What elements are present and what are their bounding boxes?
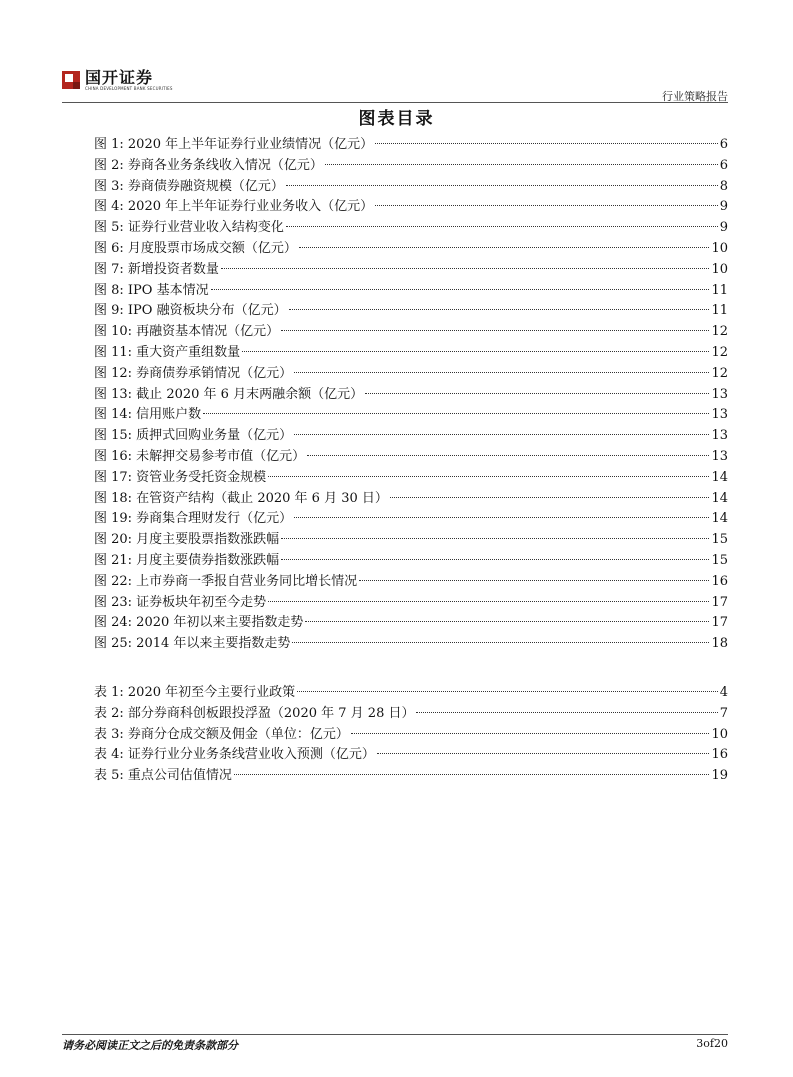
page-number: 3of20 [696, 1037, 728, 1050]
page-header [62, 70, 728, 104]
toc-entry-label[interactable]: 图 1: 2020 年上半年证券行业业绩情况（亿元） [94, 137, 374, 152]
toc-entry[interactable] [94, 301, 728, 322]
toc-entry-page[interactable]: 11 [711, 282, 728, 298]
toc-leader-dots [268, 601, 709, 602]
toc-leader-dots [292, 642, 709, 643]
logo-name-cn: 国开证券 [85, 68, 154, 87]
header-divider [62, 102, 728, 103]
toc-entry-label[interactable]: 图 8: IPO 基本情况 [94, 282, 209, 298]
toc-leader-dots [375, 143, 718, 144]
toc-entry-label[interactable]: 图 5: 证券行业营业收入结构变化 [94, 220, 284, 236]
toc-leader-dots [286, 185, 718, 186]
toc-entry-page[interactable]: 10 [711, 726, 728, 742]
toc-leader-dots [305, 621, 709, 622]
toc-entry-page[interactable]: 12 [711, 344, 728, 360]
toc-leader-dots [234, 774, 710, 775]
toc-entry[interactable] [94, 725, 728, 746]
toc-entry-label[interactable]: 图 3: 券商债券融资规模（亿元） [94, 178, 284, 194]
toc-entry-label[interactable]: 图 21: 月度主要债券指数涨跌幅 [94, 552, 280, 568]
toc-leader-dots [297, 691, 718, 692]
toc-entry-page[interactable]: 4 [719, 685, 728, 700]
toc-entry-page[interactable]: 9 [719, 199, 728, 215]
toc-entry[interactable] [94, 364, 728, 385]
toc-entry-page[interactable]: 9 [719, 220, 728, 236]
toc-entry-page[interactable]: 14 [711, 511, 728, 527]
logo-name-en: CHINA DEVELOPMENT BANK SECURITIES [85, 86, 173, 91]
toc-entry-page[interactable]: 12 [711, 324, 728, 340]
toc-leader-dots [268, 476, 709, 477]
toc-entry-page[interactable]: 10 [711, 261, 728, 277]
toc-entry-page[interactable]: 13 [711, 407, 728, 423]
footer-divider [62, 1034, 728, 1035]
toc-entry-label[interactable]: 图 11: 重大资产重组数量 [94, 344, 241, 360]
toc-entry-page[interactable]: 13 [711, 386, 728, 402]
toc-entry[interactable] [94, 177, 728, 198]
toc-leader-dots [351, 733, 710, 734]
toc-entry-label[interactable]: 图 7: 新增投资者数量 [94, 261, 219, 277]
toc-entry-page[interactable]: 14 [711, 469, 728, 485]
toc-entry-page[interactable]: 11 [711, 303, 728, 319]
toc-entry[interactable] [94, 447, 728, 468]
toc-leader-dots [221, 268, 710, 269]
toc-entry-label[interactable]: 图 14: 信用账户数 [94, 407, 202, 423]
toc-entry-label[interactable]: 图 22: 上市券商一季报自营业务同比增长情况 [94, 573, 358, 589]
report-type: 行业策略报告 [662, 90, 728, 103]
toc-entry[interactable] [94, 745, 728, 766]
toc-entry[interactable] [94, 489, 728, 510]
toc-entry-label[interactable]: 表 4: 证券行业分业务条线营业收入预测（亿元） [94, 747, 375, 763]
toc-entry-page[interactable]: 13 [711, 428, 728, 444]
toc-entry[interactable] [94, 197, 728, 218]
toc-leader-dots [390, 497, 710, 498]
toc-entry-page[interactable]: 6 [719, 157, 728, 173]
toc-leader-dots [281, 330, 709, 331]
toc-entry-label[interactable]: 图 25: 2014 年以来主要指数走势 [94, 636, 291, 652]
toc-entry-page[interactable]: 15 [711, 552, 728, 568]
toc-entry-label[interactable]: 表 3: 券商分仓成交额及佣金（单位：亿元） [94, 726, 349, 742]
toc-entry[interactable] [94, 766, 728, 787]
toc-entry-label[interactable]: 图 4: 2020 年上半年证券行业业务收入（亿元） [94, 199, 374, 215]
toc-entry-page[interactable]: 12 [711, 365, 728, 381]
toc-leader-dots [375, 205, 718, 206]
toc-entry-label[interactable]: 图 9: IPO 融资板块分布（亿元） [94, 303, 287, 319]
toc-entry[interactable] [94, 281, 728, 302]
toc-entry-label[interactable]: 图 2: 券商各业务条线收入情况（亿元） [94, 157, 323, 173]
toc-leader-dots [359, 580, 709, 581]
toc-entry[interactable] [94, 572, 728, 593]
toc-entry-page[interactable]: 6 [719, 137, 728, 152]
toc-entry-label[interactable]: 图 24: 2020 年初以来主要指数走势 [94, 615, 304, 631]
toc-entry[interactable] [94, 239, 728, 260]
toc-entry[interactable] [94, 704, 728, 725]
toc-entry-page[interactable]: 13 [711, 448, 728, 464]
toc-entry[interactable] [94, 343, 728, 364]
toc-entry-label[interactable]: 图 12: 券商债券承销情况（亿元） [94, 365, 293, 381]
toc-entry-label[interactable]: 表 5: 重点公司估值情况 [94, 768, 232, 784]
toc-leader-dots [294, 434, 709, 435]
toc-entry[interactable] [94, 530, 728, 551]
toc-leader-dots [365, 393, 709, 394]
toc-entry[interactable] [94, 218, 728, 239]
toc-entry-page[interactable]: 16 [711, 747, 728, 763]
toc-title: 图表目录 [358, 109, 435, 129]
figure-toc-list [94, 135, 728, 655]
toc-leader-dots [281, 538, 709, 539]
toc-entry-page[interactable]: 14 [711, 490, 728, 506]
toc-entry[interactable] [94, 468, 728, 489]
toc-leader-dots [203, 413, 709, 414]
toc-entry[interactable] [94, 613, 728, 634]
toc-entry-page[interactable]: 8 [719, 178, 728, 194]
toc-leader-dots [299, 247, 710, 248]
toc-entry-label[interactable]: 表 2: 部分券商科创板跟投浮盈（2020 年 7 月 28 日） [94, 705, 415, 721]
toc-leader-dots [325, 164, 718, 165]
toc-entry-label[interactable]: 图 23: 证券板块年初至今走势 [94, 594, 267, 610]
toc-leader-dots [377, 753, 710, 754]
toc-entry-page[interactable]: 17 [711, 594, 728, 610]
toc-entry-label[interactable]: 表 1: 2020 年初至今主要行业政策 [94, 685, 296, 700]
toc-entry[interactable] [94, 593, 728, 614]
toc-entry[interactable] [94, 322, 728, 343]
toc-entry[interactable] [94, 634, 728, 655]
toc-entry-page[interactable]: 7 [719, 705, 728, 721]
toc-entry-label[interactable]: 图 17: 资管业务受托资金规模 [94, 469, 267, 485]
toc-leader-dots [211, 289, 710, 290]
toc-entry-label[interactable]: 图 16: 未解押交易参考市值（亿元） [94, 448, 306, 464]
toc-leader-dots [281, 559, 709, 560]
toc-entry-label[interactable]: 图 15: 质押式回购业务量（亿元） [94, 428, 293, 444]
toc-entry[interactable] [94, 260, 728, 281]
toc-entry-label[interactable]: 图 6: 月度股票市场成交额（亿元） [94, 240, 297, 256]
toc-entry-label[interactable]: 图 18: 在管资产结构（截止 2020 年 6 月 30 日） [94, 490, 388, 506]
toc-leader-dots [289, 309, 710, 310]
toc-entry-page[interactable]: 19 [711, 768, 728, 784]
toc-entry-page[interactable]: 18 [711, 636, 728, 652]
toc-leader-dots [294, 517, 709, 518]
toc-entry[interactable] [94, 551, 728, 572]
toc-leader-dots [294, 372, 709, 373]
toc-entry-page[interactable]: 10 [711, 240, 728, 256]
toc-entry-page[interactable]: 17 [711, 615, 728, 631]
toc-entry[interactable] [94, 135, 728, 156]
toc-entry[interactable] [94, 385, 728, 406]
toc-entry-label[interactable]: 图 10: 再融资基本情况（亿元） [94, 324, 280, 340]
toc-entry-page[interactable]: 16 [711, 573, 728, 589]
toc-entry[interactable] [94, 405, 728, 426]
toc-leader-dots [242, 351, 709, 352]
toc-entry[interactable] [94, 156, 728, 177]
company-logo [62, 70, 173, 92]
toc-entry-label[interactable]: 图 20: 月度主要股票指数涨跌幅 [94, 532, 280, 548]
toc-leader-dots [286, 226, 718, 227]
toc-entry[interactable] [94, 509, 728, 530]
toc-leader-dots [416, 712, 717, 713]
toc-entry[interactable] [94, 683, 728, 704]
footer-disclaimer: 请务必阅读正文之后的免责条款部分 [62, 1039, 238, 1052]
toc-entry-page[interactable]: 15 [711, 532, 728, 548]
table-toc-list [94, 683, 728, 787]
toc-entry-label[interactable]: 图 13: 截止 2020 年 6 月末两融余额（亿元） [94, 386, 364, 402]
toc-entry[interactable] [94, 426, 728, 447]
logo-mark-icon [62, 71, 80, 89]
toc-leader-dots [307, 455, 709, 456]
toc-entry-label[interactable]: 图 19: 券商集合理财发行（亿元） [94, 511, 293, 527]
